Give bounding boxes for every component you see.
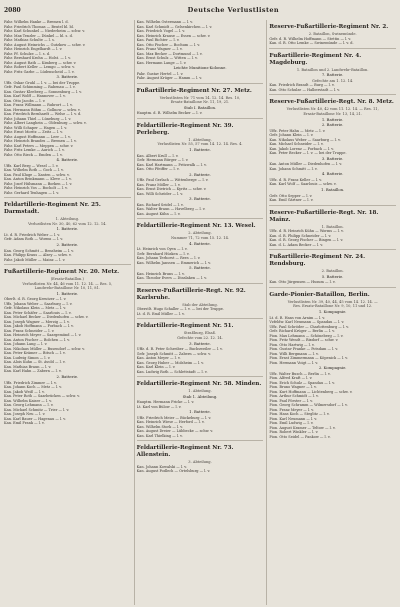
casualty-entry: Kan. Ernst Schulz — Witten — l. v. xyxy=(136,56,198,60)
subheading: Nummer 71, 72 vom 15. 12. 14. xyxy=(171,235,230,240)
divider xyxy=(137,376,264,377)
casualty-entry: Fahr. August Heinrichs — Gutzkow — schw. v. xyxy=(4,42,86,47)
subheading: Verlustlisten Nr. 39, 40, 44, 45 vom 14. 12. 14. — xyxy=(287,299,378,304)
casualty-entry: Kan. Albert Krull — l. v. xyxy=(136,153,179,158)
casualty-entry: Fahr. Heinrich Engelhardt — l. v. xyxy=(4,47,63,51)
subheading: Verlustlisten Nr. 55, 57 vom 14. 12. 14. Res. 4. xyxy=(157,142,243,147)
casualty-entry: Gefr. Johann Klein — l. v. xyxy=(269,133,314,138)
subheading: 2. Abteilung. xyxy=(188,231,212,236)
casualty-entry: Kan. Jakob Weiß — l. v. xyxy=(4,389,45,394)
casualty-entry: Kan. Hermann Lange — l. v. xyxy=(136,60,187,65)
casualty-entry: Kan. Karl Hahn — Zabern — l. v. xyxy=(4,369,62,374)
casualty-entry: Uffz. Friedrich Zimmer — l. v. xyxy=(4,380,57,385)
regiment-heading: Feldartillerie-Regiment Nr. 58. Minden. xyxy=(136,381,262,388)
casualty-entry: Gefr. Richard Krüger — Berlin — l. v. xyxy=(269,329,335,334)
section-heading: 3. Batterie. xyxy=(321,155,344,161)
casualty-entry: Uffz. d. R. Peter Schreiber — Buchsweiler — l. v. xyxy=(136,347,223,352)
casualty-entry: Pion. Otto Seidel — Pankow — l. v. xyxy=(269,434,331,439)
divider xyxy=(137,83,264,84)
section-heading: 1. Kompagnie. xyxy=(318,309,347,314)
casualty-entry: Kan. Otto Jacobs — l. v. xyxy=(4,98,46,103)
regiment-heading: Fußartillerie-Regiment Nr. 24. Rendsburg. xyxy=(269,254,366,268)
page-number: 2080 xyxy=(4,7,21,14)
casualty-entry: Kan. Theodor Evers — Dinslaken — l. v. xyxy=(136,276,207,281)
casualty-entry: Kan. d. R. Georg Fischer — Bingen — l. v. xyxy=(269,238,344,243)
casualty-entry: Oberstlt. Hugo Schaller — l. v. — bei der Truppe. xyxy=(136,307,224,312)
casualty-entry: Kan. Paul Richter — l. v. xyxy=(136,38,180,42)
casualty-entry: Uffz. Oskar Gruhl — l. v. — bei der Truppe. xyxy=(4,80,81,85)
regiment-heading: Feldartillerie-Regiment Nr. 51. xyxy=(136,323,234,330)
regiment-heading: Feldartillerie-Regiment Nr. 25. Darmstadt. xyxy=(4,202,101,216)
regiment-heading: Fußartillerie-Regiment Nr. 27. Metz. xyxy=(136,87,252,94)
subheading: 1. Abteilung. xyxy=(55,217,80,222)
casualty-entry: Lt. Heinrich von Oyen — l. v. xyxy=(136,247,188,252)
regiment-heading: Reserve-Fußartillerie-Regt. Nr. 8. Metz. xyxy=(269,99,394,106)
casualty-entry: Vzfeldw. Karl Neumann — Spandau — l. v. xyxy=(269,320,345,325)
regiment-heading: Reserve-Fußartillerie-Regiment Nr. 2. xyxy=(269,24,389,30)
casualty-entry: Kan. Georg Lehmann — l. v. xyxy=(4,403,54,408)
casualty-entry: Kan. August Kühn — l. v. xyxy=(136,211,181,216)
casualty-entry: Kan. Franz Schneider — l. v. xyxy=(4,328,55,333)
casualty-entry: Fahr. Otto Rieck — Emden — l. v. xyxy=(4,152,63,157)
divider xyxy=(269,94,396,95)
casualty-entry: Pion. August Kramer — Teltow — l. v. xyxy=(269,425,336,430)
casualty-entry: Pion. Willi Bergmann — l. v. xyxy=(269,351,319,356)
subheading: Ersatz-Bataillone Nr. 13, 14, 21. xyxy=(303,111,362,116)
subheading: Stab der Abteilung. xyxy=(182,302,218,307)
section-heading: 1. Batterie. xyxy=(189,147,211,153)
casualty-entry: Kan. Karl Wolff — Hannover — l. v. xyxy=(4,94,66,99)
casualty-entry: Pion. Karl Neumann — l. v. xyxy=(269,416,318,421)
divider xyxy=(269,205,396,206)
section-heading: 4. Batterie. xyxy=(56,157,79,163)
section-heading: 1. Batterie. xyxy=(321,116,344,122)
subheading: 2. Bataillon, Swinemünde. xyxy=(308,32,357,36)
section-heading: Stab 1. Abteilung. xyxy=(182,393,218,399)
section-heading: 1. Batterie. xyxy=(56,226,79,232)
casualty-entry: Pion. Otto Hartwig — l. v. xyxy=(269,342,315,347)
regiment-heading: Reserve-Fußartillerie-Regt. Nr. 18. Mainz. xyxy=(269,209,379,223)
section-heading: 3. Batterie. xyxy=(189,196,211,202)
casualty-entry: Gefr. Nikolaus Klein — Metz — l. v. xyxy=(4,306,67,311)
casualty-entry: Kan. Michael Schneider — l. v. xyxy=(269,142,324,147)
casualty-entry: Fahr. Jakob Müller — Mainz — l. v. xyxy=(4,257,66,262)
casualty-entry: Kan. Anton Brinkmann — Kleve — l. v. xyxy=(4,177,72,182)
section-heading: 2. Batterie. xyxy=(321,122,344,128)
subheading: 1. Abteilung. xyxy=(188,389,212,394)
casualty-entry: Kan. Karl Hartmann — Pritzwalk — l. v. xyxy=(136,162,207,167)
casualty-entry: Uffz. Paul Gerlach — Wittenberge — l. v. xyxy=(136,178,209,183)
casualty-entry: Kan. Georg Schmitt — Bensheim — l. v. xyxy=(4,248,74,253)
casualty-entry: Uffz. Karl Berg — Wesel — l. v. xyxy=(4,163,59,168)
regiment-heading: Feldartillerie-Regiment Nr. 73. Allenstein. xyxy=(136,445,234,459)
casualty-entry: Pion. Bruno Wagner — l. v. xyxy=(269,385,317,390)
casualty-entry: Gefr. Joseph Schmitt — Zabern — schw. v. xyxy=(136,351,211,356)
casualty-entry: Kan. Emil Frank — l. v. xyxy=(4,421,45,426)
section-heading: 4. Batterie. xyxy=(189,240,211,246)
casualty-entry: Kan. d. R. Otto Lemke — Swinemünde — l. v. d. xyxy=(269,41,354,46)
subheading: Ersatz-Bataillone Nr. 11, 19, 21. xyxy=(170,100,230,105)
casualty-entry: Kan. Peter Krämer — Bitsch — l. v. xyxy=(4,351,66,356)
casualty-entry: Pion. Hans Koch — Steglitz — l. v. xyxy=(269,412,330,417)
divider xyxy=(137,218,264,219)
section-heading: 2. Batterie. xyxy=(56,241,79,247)
divider xyxy=(269,249,396,250)
casualty-entry: Fahr. Gerhard Tenhagen — l. v. xyxy=(4,190,59,195)
subheading: 1. Bataillon. xyxy=(321,224,344,229)
subheading: (Ersatz-Bataillon.) xyxy=(50,277,84,282)
casualty-entry: Kan. Max Becker — Dortmund — l. v. xyxy=(136,51,203,56)
section-heading: 5. Batterie. xyxy=(189,265,211,271)
casualty-entry: Kan. Peter Schäfer — Saarlouis — l. v. xyxy=(4,310,72,315)
casualty-entry: Kan. Karl Wolf — Saarlouis — schw. v. xyxy=(269,182,337,187)
divider xyxy=(137,118,264,119)
casualty-entry: Kan. Franz Wagner — l. v. xyxy=(136,47,183,51)
casualty-entry: Kan. Joseph Neu — l. v. xyxy=(4,412,46,417)
casualty-entry: Gefr. Otto Sepper — l. v. xyxy=(269,193,313,198)
section-heading: Stab I. Bataillon. xyxy=(183,104,217,110)
section-heading: Leichte Munitions-Kolonne. xyxy=(173,65,227,70)
casualty-entry: Kan. Johann Lang — l. v. xyxy=(4,342,48,347)
casualty-entry: Kan. Ernst Dietrich — Kyritz — schw. v. xyxy=(136,187,207,192)
divider xyxy=(4,264,131,265)
casualty-entry: Fahr. Max Tenzler — Dünkel — bl. s. d. xyxy=(4,33,73,38)
casualty-entry: Kan. Jakob Lorenz — Forbach — l. v. xyxy=(269,146,334,151)
casualty-entry: Kan. Karl Thielking — l. v. xyxy=(136,433,183,438)
casualty-entry: Lt. d. R. Friedrich Weber — l. v. xyxy=(4,232,61,237)
casualty-entry: Pion. Ernst Zimmermann — Köpenick — l. v. xyxy=(269,356,348,361)
casualty-entry: Fahr. Albert Langhein — Oldenburg — schw. v. xyxy=(4,121,87,126)
casualty-entry: Fahr. Bernhard Krohn — Holst. — l. v. xyxy=(4,56,71,60)
casualty-entry: Kan. Gustav Kleeberg — Sonnenburg — l. v. xyxy=(4,89,82,94)
casualty-entry: Gefr. Paul Schimming — Rabenau — l. v. xyxy=(4,85,76,90)
casualty-entry: Fahr. Fritz Lemke — Aurich — l. v. xyxy=(4,148,65,153)
casualty-entry: Fahr. August Hoffmann — Leer — l. v. xyxy=(4,134,71,139)
casualty-entry: Kan. Heinrich Meyer — Saargemünd — l. v. xyxy=(4,333,82,338)
casualty-entry: Pion. Alfred Kraft — l. v. xyxy=(269,376,313,381)
casualty-entry: Pion. Georg Schramm — Wilmersdorf — l. v. xyxy=(269,403,348,408)
casualty-entry: Pion. Kurt Hoffmann — Lichtenberg — schw. v. xyxy=(269,389,353,394)
casualty-entry: Pion. Robert Winkler — l. v. xyxy=(269,430,319,435)
casualty-entry: Kan. Karl Bauer — Hagenau — l. v. xyxy=(4,416,66,421)
casualty-entry: Kan. Wilhelm Ostermann — l. v. xyxy=(136,20,193,24)
casualty-entry: Kan. Emil Gärtner — l. v. xyxy=(269,198,314,203)
casualty-entry: Uffz. Johann Weber — Saarburg — l. v. xyxy=(4,301,73,306)
columns xyxy=(4,20,396,605)
casualty-entry: Fahr. August Rath — Kimberg — schw. v. xyxy=(4,60,77,65)
regiment-heading: Reserve-Fußartillerie-Regt. Nr. 92. Karlsruhe. xyxy=(136,287,246,301)
section-heading: 5. Batterie. xyxy=(321,273,344,279)
subheading: 1. Bataillon und 2. Landwehr-Bataillon. xyxy=(296,67,369,72)
divider xyxy=(269,48,396,49)
casualty-entry: Pion. Franz Meyer — l. v. xyxy=(269,407,314,412)
casualty-entry: Kan. d. L. Adam Becker — l. v. xyxy=(269,242,324,247)
casualty-entry: Pion. Emil Ludwig — l. v. xyxy=(269,421,314,426)
casualty-entry: Kan. Otto Fischer — Bochum — l. v. xyxy=(136,42,200,47)
casualty-entry: Kan. Friedrich Vogel — l. v. xyxy=(136,29,185,33)
casualty-entry: Kan. Anton Meyer — l. v. xyxy=(136,356,181,361)
regiment-heading: Feldartillerie-Regiment Nr. 39. Perleberg. xyxy=(136,122,234,136)
casualty-entry: Kan. Johann Koch — Metz — l. v. xyxy=(4,385,62,390)
casualty-entry: Kan. Nikolaus Müller — Busendorf — schw. v. xyxy=(4,346,85,351)
casualty-entry: Kan. Heinrich Bruns — l. v. xyxy=(136,271,185,276)
casualty-entry: Uffz. Walter Busch — Berlin — l. v. xyxy=(269,371,331,376)
casualty-entry: Fahr. Heinrich Brandes — Bremen — l. v. xyxy=(4,139,77,144)
casualty-entry: Kan. Wilhelm Kaiser — l. v. xyxy=(4,398,52,403)
divider xyxy=(137,440,264,441)
casualty-entry: Gefr. Adam Roth — Worms — l. v. xyxy=(4,237,64,242)
casualty-entry: Kan. Hermann Böhm — Gollnow — schw. v. xyxy=(4,107,81,112)
column-left xyxy=(4,20,131,605)
casualty-entry: Kan. Friedrich Brandt — Burg — l. v. xyxy=(269,83,335,88)
running-header xyxy=(4,6,396,18)
casualty-entry: Fahr. Karl Peters — Meppen — schw. v. xyxy=(4,143,74,148)
divider xyxy=(4,197,131,198)
casualty-entry: Kan. Wilhelm Janssen — Emmerich — l. v. xyxy=(136,260,211,265)
casualty-entry: Uffz. d. R. Franz Keller — l. v. xyxy=(269,177,322,182)
casualty-entry: Kan. Wilhelm Stork — l. v. xyxy=(136,424,183,429)
casualty-entry: Kan. Ludwig Simon — l. v. xyxy=(4,355,51,360)
divider xyxy=(269,287,396,288)
casualty-entry: Fahr. August Krüger — Hamm — l. v. xyxy=(136,76,203,81)
casualty-entry: Kan. Franz Willmann — Ruhrort — l. v. xyxy=(4,103,73,108)
casualty-entry: Uffz. d. R. Heinrich Kühn — Worms — l. v. xyxy=(269,229,344,234)
casualty-entry: Fahr. Willi Schaper — Hagen — l. v. xyxy=(4,125,68,130)
casualty-entry: Kan. Otto Schulze — Halberstadt — l. v. xyxy=(269,87,340,92)
section-heading: 7. Batterie. xyxy=(321,72,344,78)
casualty-entry: Kan. Joseph Wagner — Merzig — l. v. xyxy=(4,319,70,324)
subheading: 2. Bataillon. xyxy=(321,269,344,274)
casualty-entry: Gefr. d. R. Wilhelm Hoffmann — Stettin — l. v. xyxy=(269,36,352,41)
casualty-entry: Kan. August Dreier — Lübbecke — schw. v. xyxy=(136,429,214,434)
regiment-heading: Fußartillerie-Regiment Nr. 20. Metz. xyxy=(4,269,120,276)
casualty-entry: Fahr. Friedrich Thomas — Beutel bl. bl. xyxy=(4,24,74,29)
casualty-entry: Kan. Franz Möller — l. v. xyxy=(136,182,181,187)
casualty-entry: Lt. d. R. Hans von Arnim — l. v. xyxy=(269,315,326,320)
casualty-entry: Kan. Heinrich Wiese — Herford — l. v. xyxy=(136,420,205,425)
casualty-entry: Pion. Erich Schulz — Spandau — l. v. xyxy=(269,380,335,385)
casualty-entry: Pion. Hermann Voigt — l. v. xyxy=(269,360,319,365)
casualty-entry: Oberlt. d. R. Georg Kreutzer — l. v. xyxy=(4,297,67,302)
casualty-entry: Uffz. Paul Schröder — Charlottenburg — l. v. xyxy=(269,324,349,329)
divider xyxy=(137,283,264,284)
casualty-entry: Hauptm. d. R. Wilhelm Becker — l. v. xyxy=(136,111,203,116)
casualty-entry: Kan. Friedrich Bernhardt — Welse — l. v. d. xyxy=(4,112,82,117)
section-heading: 3. Batterie. xyxy=(189,340,211,346)
casualty-entry: Gefr. Bernhard Hüsken — l. v. xyxy=(136,251,190,256)
casualty-entry: Fahr. Josef Hülsmann — Borken — l. v. xyxy=(4,181,73,186)
casualty-entry: Kan. Jakob Hoffmann — Forbach — l. v. xyxy=(4,324,74,329)
casualty-entry: Kan. Paul Kluge — Xanten — schw. v. xyxy=(4,172,70,177)
casualty-entry: Kan. Johann Kowalski — l. v. xyxy=(136,464,187,469)
casualty-entry: Kan. Walter Braun — Havelberg — l. v. xyxy=(136,207,206,212)
casualty-entry: Kan. Otto Pfeiffer — l. v. xyxy=(136,167,180,172)
regiment-heading: Garde-Pionier-Bataillon, Berlin. xyxy=(269,291,370,298)
regiment-heading: Feldartillerie-Regiment Nr. 13. Wesel. xyxy=(136,223,256,230)
section-heading: 1. Batterie. xyxy=(189,409,211,415)
casualty-entry: Kan. Anton Fischer — Bolchen — l. v. xyxy=(4,337,70,342)
casualty-entry: Fahr. Wilhelm Hanke — Bremen l. d. xyxy=(4,20,69,24)
subheading: Gefechte am 1. 12. 14. xyxy=(312,78,354,83)
subheading: Landwehr-Bataillone Nr. 10, 11, 81. xyxy=(34,286,100,291)
casualty-entry: Kan. Johann Schmitt — l. v. xyxy=(269,166,318,171)
casualty-entry: Gefr. Hermann Bürger — l. v. xyxy=(136,158,189,163)
casualty-entry: Fahr. Johann Thiel — Lüneburg — l. v. xyxy=(4,116,72,121)
casualty-entry: Fahr. Fritz Garbe — Lüdenscheid — l. v. xyxy=(4,69,75,74)
casualty-entry: Kan. Anton Müller — Diedenhofen — l. v. xyxy=(269,162,343,167)
casualty-entry: Fahr. Mathias Schulte — l. s. xyxy=(4,38,55,42)
casualty-entry: Pion. Paul Förster — l. v. xyxy=(269,398,313,403)
casualty-entry: Pion. Max Lehmann — Schöneberg — l. v. xyxy=(269,333,344,338)
casualty-entry: Kan. Georg Huber — Molsheim — l. v. xyxy=(136,360,204,365)
section-heading: 2. Kompagnie. xyxy=(318,365,347,371)
regiment-heading: Fußartillerie-Regiment Nr. 4. Magdeburg. xyxy=(269,52,362,66)
casualty-entry: Fahr. Heinrich Vos — Bocholt — l. v. xyxy=(4,186,68,191)
casualty-entry: Kan. Johann Terhorst — Rees — l. v. xyxy=(136,256,201,261)
subheading: Straßburg, Elsaß. xyxy=(183,331,217,336)
casualty-entry: Kan. Michael Becker — Diedenhofen — schw. v. xyxy=(4,315,89,320)
casualty-entry: Lt. d. R. Emil Müller — l. v. xyxy=(136,311,185,316)
subheading: Verlustlisten Nr. 71 vom 14. 12. 14. Res. 10, xyxy=(159,95,241,100)
column-middle xyxy=(134,20,264,605)
casualty-entry: Kan. Ludwig Roth — Schlettstadt — l. v. xyxy=(136,369,208,374)
section-heading: 3. Batterie. xyxy=(56,74,79,79)
casualty-entry: Kan. Otto Jürgensen — Husum — l. v. xyxy=(269,280,336,285)
casualty-entry: Pion. Fritz Wendt — Rixdorf — schw. v. xyxy=(269,338,339,343)
section-heading: 1. Batterie. xyxy=(56,290,79,296)
casualty-entry: Kan. Michael Schmitz — Trier — l. v. xyxy=(4,407,70,412)
casualty-entry: Lt. Karl von Bülow — l. v. xyxy=(136,404,182,409)
casualty-entry: Kan. August Podlech — Ortelsburg — l. v. xyxy=(136,469,211,474)
subheading: 3. Abteilung. xyxy=(188,460,212,465)
casualty-entry: Fahr. Pf. Schulze — l. s. d. xyxy=(4,51,51,56)
casualty-entry: Pion. Arthur Schmidt — l. v. xyxy=(269,394,319,399)
section-heading: 4. Batterie. xyxy=(321,171,344,177)
casualty-entry: Kan. Karl Schmidt — Gelsenkirchen — l. v. xyxy=(136,24,213,29)
subheading: Gefechte vom 22. 12. 14. xyxy=(177,335,223,340)
section-heading: 2. Batterie. xyxy=(56,373,79,379)
casualty-entry: Uffz. Friedrich Meier — Bückeburg — l. v. xyxy=(136,415,212,420)
casualty-entry: Kan. Philipp Kraus — Alzey — schw. v. xyxy=(4,253,72,258)
casualty-entry: Kan. Peter Roth — Saarbrücken — schw. v. xyxy=(4,394,80,399)
casualty-entry: Kan. d. R. Philipp Schneider — l. v. xyxy=(269,233,332,238)
casualty-entry: Kan. Peter Becker — l. v. — bei der Truppe. xyxy=(269,151,347,156)
casualty-entry: Kan. Mathias Braun — l. v. xyxy=(4,364,52,369)
column-right xyxy=(266,20,396,605)
subheading: 1. Abteilung. xyxy=(188,137,212,142)
subheading: Res. Ersatz-Bataillone Nr. 9, 10, 11 und 12. xyxy=(293,304,373,309)
subheading: Verlustlisten Nr. 44, 46 vom 11. 12. 14. — Res. 5, xyxy=(22,281,113,286)
subheading: Verlustlisten Nr. 40, 42 vom 11. 12. 14. — Res. 11, xyxy=(286,107,379,112)
page-title: Deutsche Verlustlisten xyxy=(187,6,280,14)
casualty-entry: Pion. Gustav Franke — Potsdam — l. v. xyxy=(269,347,339,352)
casualty-entry: Kan. Karl Klein — l. v. xyxy=(136,365,176,370)
casualty-entry: Uffz. Peter Hahn — Metz — l. v. xyxy=(269,128,326,133)
divider xyxy=(137,318,264,319)
casualty-entry: Fahr. Karl Schunkel — Niederheim — schw. v. xyxy=(4,29,86,33)
section-heading: 1. Bataillon. xyxy=(321,186,345,192)
casualty-entry: Hauptm. Hermann Fricke — l. v. xyxy=(136,400,195,405)
casualty-entry: Kan. Alois Kuhn — St. Avold — l. v. xyxy=(4,360,66,365)
casualty-entry: Kan. Willi Schröder — l. v. xyxy=(136,191,184,196)
subheading: Verlustlisten Nr. 30, 40, 62 vom 12. 12. 14. xyxy=(28,221,107,226)
casualty-entry: Kan. Wilhelm Roth — Goch — l. v. xyxy=(4,168,64,173)
casualty-entry: Fahr. Ernst Moritz — Zeitz — l. v. xyxy=(4,130,63,135)
casualty-entry: Kan. Nikolaus Weber — Saarburg — l. v. xyxy=(269,137,341,142)
casualty-entry: Fahr. Robert Keller — Lemgo — schw. v. xyxy=(4,65,75,69)
casualty-entry: Kan. Heinrich Krause — Essen — schw. v. xyxy=(136,33,211,38)
casualty-entry: Fahr. Gustav Hertel — l. v. xyxy=(136,71,184,76)
section-heading: 2. Batterie. xyxy=(189,171,211,177)
casualty-entry: Kan. Richard Seidel — l. v. xyxy=(136,202,184,207)
